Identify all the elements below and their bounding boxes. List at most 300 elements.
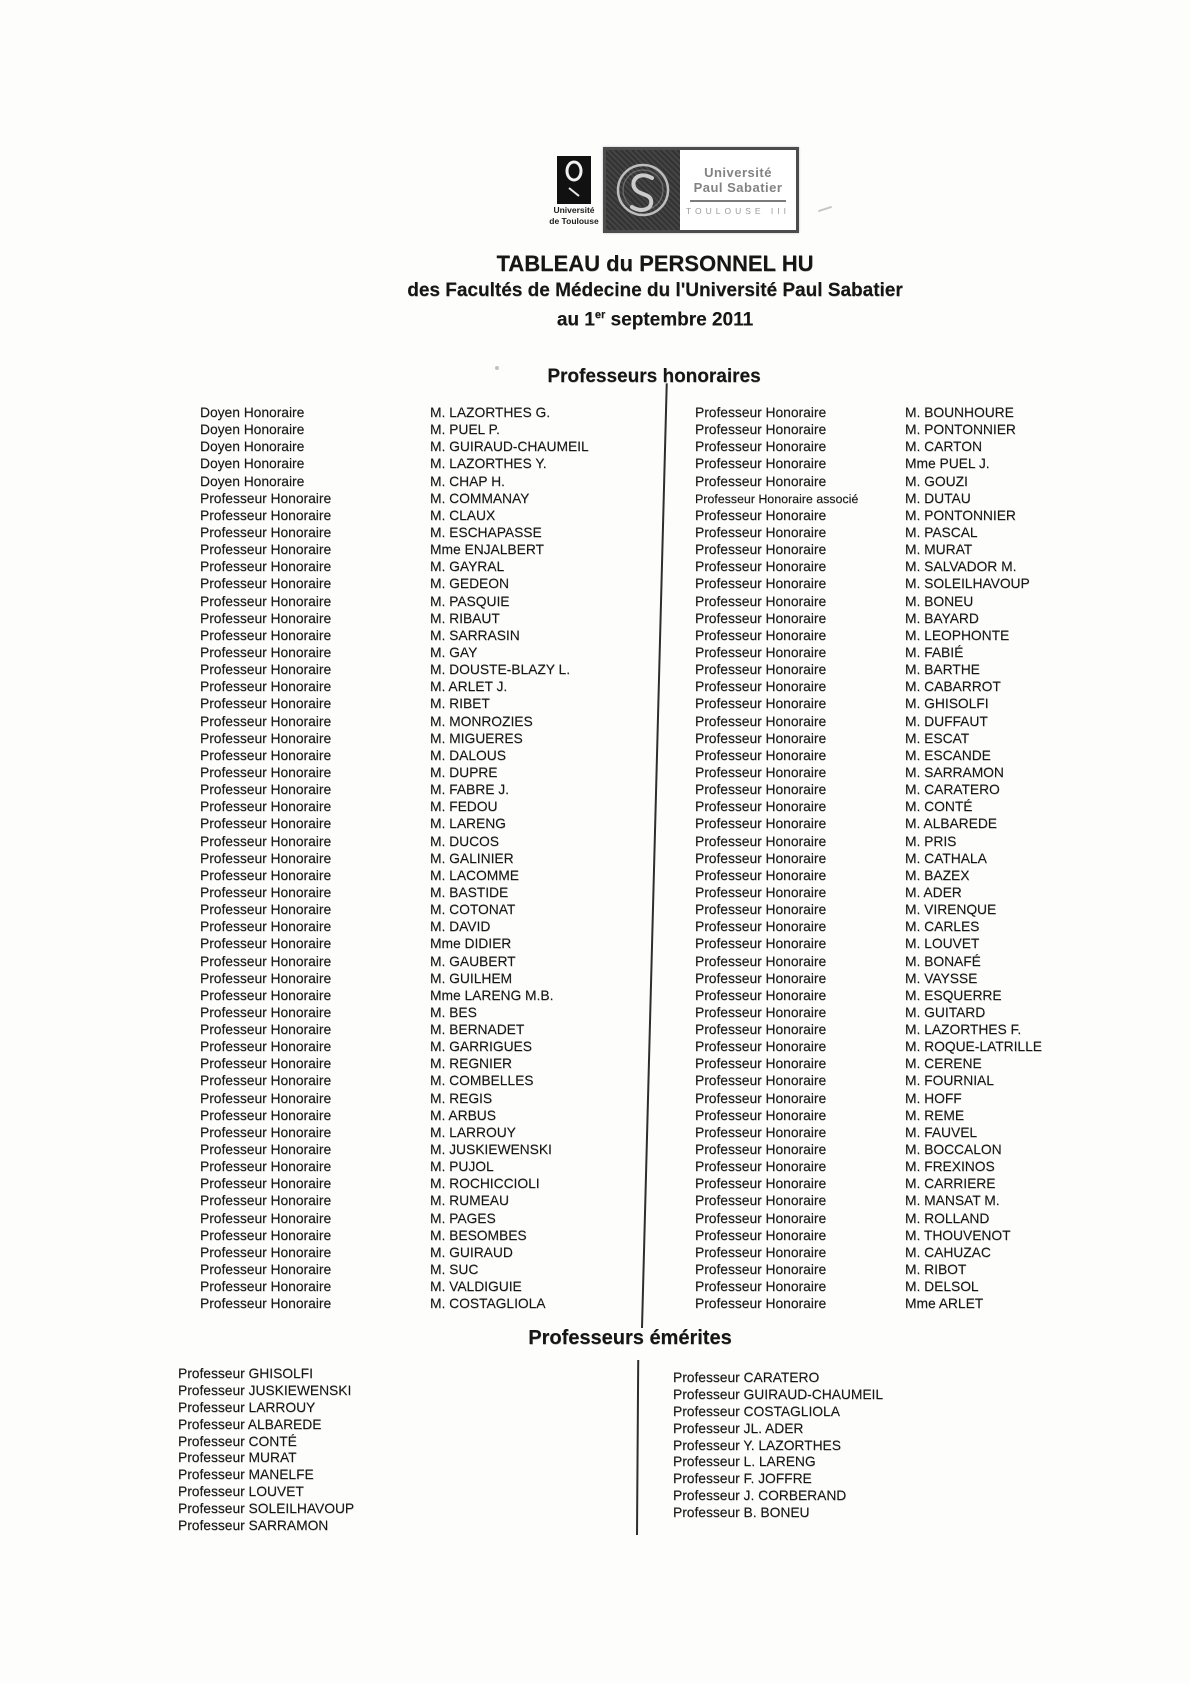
row-function-label: Professeur Honoraire (200, 1262, 332, 1278)
personnel-row (695, 661, 980, 678)
personnel-row (200, 575, 509, 592)
personnel-row (200, 644, 478, 661)
personnel-row (200, 850, 514, 867)
row-function-label: Professeur Honoraire (200, 1073, 332, 1089)
row-person-name: M. BESOMBES (430, 1227, 527, 1243)
scan-speck (495, 366, 499, 370)
row-function-label: Professeur Honoraire (200, 576, 332, 592)
personnel-row (200, 1261, 479, 1278)
row-function-label: Professeur Honoraire (695, 1107, 827, 1123)
row-function-label: Professeur Honoraire (695, 1039, 827, 1055)
universite-paul-sabatier-stamp (603, 147, 799, 233)
personnel-row (200, 1021, 525, 1038)
personnel-row (200, 1295, 546, 1312)
emerite-row: Professeur J. CORBERAND (673, 1488, 847, 1504)
row-function-label: Professeur Honoraire (200, 1227, 332, 1243)
row-function-label: Professeur Honoraire (695, 1142, 827, 1158)
row-person-name: M. COTONAT (430, 902, 516, 918)
row-function-label: Professeur Honoraire (695, 799, 827, 815)
personnel-row (695, 1244, 991, 1261)
row-person-name: M. BAYARD (905, 610, 979, 626)
personnel-row (200, 1278, 522, 1295)
row-person-name: M. ESCAT (905, 730, 970, 746)
row-person-name: Mme DIDIER (430, 936, 512, 952)
row-person-name: M. DOUSTE-BLAZY L. (430, 662, 571, 678)
emerite-row: Professeur CONTÉ (178, 1433, 297, 1449)
emerite-row: Professeur GHISOLFI (178, 1366, 313, 1381)
personnel-row (695, 1055, 982, 1072)
row-function-label: Professeur Honoraire (695, 507, 827, 523)
row-function-label: Professeur Honoraire (695, 627, 827, 643)
personnel-row (695, 833, 957, 850)
personnel-row (695, 455, 990, 472)
row-function-label: Professeur Honoraire (695, 1193, 827, 1209)
row-function-label: Professeur Honoraire (695, 1004, 827, 1020)
personnel-row (695, 953, 981, 970)
row-function-label: Doyen Honoraire (200, 439, 305, 455)
row-person-name: M. FAUVEL (905, 1124, 978, 1140)
row-person-name: M. BERNADET (430, 1022, 525, 1038)
row-person-name: M. SOLEILHAVOUP (905, 576, 1030, 592)
row-function-label: Professeur Honoraire (200, 627, 332, 643)
row-function-label: Professeur Honoraire (200, 507, 332, 523)
personnel-row (200, 1210, 496, 1227)
row-person-name: Mme ARLET (905, 1296, 984, 1312)
row-person-name: M. LOUVET (905, 936, 980, 952)
emerite-row: Professeur SARRAMON (178, 1518, 329, 1534)
row-function-label: Professeur Honoraire (200, 747, 332, 763)
personnel-row (695, 678, 1001, 695)
row-function-label: Professeur Honoraire (200, 884, 332, 900)
row-function-label: Professeur Honoraire (200, 850, 332, 866)
row-person-name: M. DAVID (430, 919, 491, 935)
row-person-name: M. BASTIDE (430, 884, 509, 900)
personnel-row (200, 507, 496, 524)
row-function-label: Professeur Honoraire (695, 987, 827, 1003)
honoraires-right-list (695, 404, 1042, 1312)
row-function-label: Professeur Honoraire (695, 1227, 827, 1243)
row-person-name: M. BOUNHOURE (905, 405, 1014, 420)
personnel-row (695, 490, 971, 507)
personnel-row (200, 558, 505, 575)
row-person-name: M. LAZORTHES G. (430, 405, 551, 420)
personnel-row (695, 507, 1016, 524)
row-person-name: M. BAZEX (905, 867, 970, 883)
emerite-row: Professeur GUIRAUD-CHAUMEIL (673, 1386, 884, 1402)
row-function-label: Professeur Honoraire (200, 970, 332, 986)
row-person-name: M. PUJOL (430, 1159, 494, 1175)
row-person-name: M. CARLES (905, 919, 980, 935)
row-function-label: Professeur Honoraire (695, 747, 827, 763)
personnel-row (695, 524, 978, 541)
row-person-name: M. SALVADOR M. (905, 559, 1017, 575)
ut-logo-label-line1: Université (553, 205, 595, 215)
row-person-name: M. ALBAREDE (905, 816, 998, 832)
section-heading-honoraires: Professeurs honoraires (547, 366, 761, 387)
row-function-label: Professeur Honoraire (200, 1090, 332, 1106)
personnel-row (200, 987, 554, 1004)
personnel-row (695, 1158, 995, 1175)
row-person-name: M. FOURNIAL (905, 1073, 994, 1089)
row-person-name: M. RIBET (430, 696, 490, 712)
row-function-label: Professeur Honoraire (200, 1159, 332, 1175)
row-person-name: M. DUTAU (905, 490, 971, 506)
personnel-row (695, 781, 1000, 798)
row-person-name: M. VALDIGUIE (430, 1279, 522, 1295)
personnel-row (695, 747, 991, 764)
ut-logo-icon (557, 156, 591, 204)
emerite-row: Professeur JL. ADER (673, 1420, 804, 1436)
document-title (390, 250, 920, 332)
row-person-name: M. RUMEAU (430, 1193, 509, 1209)
row-person-name: M. LACOMME (430, 867, 519, 883)
personnel-row (200, 490, 530, 507)
personnel-row (200, 1107, 496, 1124)
personnel-row (695, 1210, 990, 1227)
personnel-row (695, 901, 997, 918)
scan-artifact (818, 206, 832, 212)
personnel-row (695, 713, 988, 730)
personnel-row (695, 421, 1016, 438)
personnel-row (200, 473, 505, 490)
personnel-row (200, 935, 512, 952)
ups-stamp-text (680, 150, 796, 230)
row-function-label: Professeur Honoraire (200, 936, 332, 952)
row-function-label: Professeur Honoraire (200, 730, 332, 746)
section-heading-emerites: Professeurs émérites (528, 1327, 732, 1349)
row-person-name: M. GAUBERT (430, 953, 516, 969)
row-function-label: Professeur Honoraire (200, 1142, 332, 1158)
row-person-name: M. PASQUIE (430, 593, 510, 609)
personnel-row (200, 901, 516, 918)
title-line1: TABLEAU du PERSONNEL HU (496, 251, 814, 276)
row-person-name: M. REME (905, 1107, 965, 1123)
personnel-row (200, 918, 491, 935)
row-function-label: Professeur Honoraire (200, 1244, 332, 1260)
row-person-name: M. CARRIERE (905, 1176, 996, 1192)
emerite-row: Professeur Y. LAZORTHES (673, 1437, 841, 1453)
row-function-label: Professeur Honoraire (200, 953, 332, 969)
personnel-row (200, 541, 544, 558)
personnel-row (200, 867, 519, 884)
personnel-row (200, 764, 498, 781)
personnel-row (695, 695, 989, 712)
personnel-row (200, 970, 513, 987)
personnel-row (695, 1175, 996, 1192)
personnel-row (200, 455, 547, 472)
row-function-label: Professeur Honoraire (200, 764, 332, 780)
personnel-row (695, 798, 973, 815)
row-person-name: M. DELSOL (905, 1279, 979, 1295)
personnel-row (695, 558, 1017, 575)
row-person-name: M. ROQUE-LATRILLE (905, 1039, 1042, 1055)
row-person-name: M. GUITARD (905, 1004, 986, 1020)
personnel-row (695, 593, 974, 610)
row-function-label: Professeur Honoraire (200, 679, 332, 695)
row-function-label: Professeur Honoraire (200, 1279, 332, 1295)
row-person-name: M. COMMANAY (430, 490, 530, 506)
honoraires-column-divider (641, 383, 668, 1328)
row-person-name: M. SARRASIN (430, 627, 520, 643)
row-person-name: M. GARRIGUES (430, 1039, 532, 1055)
personnel-row (695, 1295, 984, 1312)
row-function-label: Professeur Honoraire (695, 593, 827, 609)
row-function-label: Professeur Honoraire (200, 1210, 332, 1226)
row-function-label: Professeur Honoraire (200, 1124, 332, 1140)
personnel-row (200, 593, 510, 610)
row-function-label: Professeur Honoraire (695, 919, 827, 935)
emerite-row: Professeur JUSKIEWENSKI (178, 1382, 352, 1398)
title-superscript: er (594, 309, 606, 321)
row-person-name: M. REGIS (430, 1090, 493, 1106)
personnel-row (200, 798, 498, 815)
emerite-row: Professeur CARATERO (673, 1370, 820, 1385)
ut-logo-label-line2: de Toulouse (549, 216, 599, 226)
honoraires-left-list (200, 404, 589, 1312)
row-function-label: Professeur Honoraire (695, 559, 827, 575)
row-function-label: Professeur Honoraire (695, 542, 827, 558)
row-function-label: Professeur Honoraire (200, 902, 332, 918)
row-person-name: M. CARATERO (905, 782, 1000, 798)
row-function-label: Professeur Honoraire (200, 1193, 332, 1209)
ups-spiral-icon (614, 161, 672, 219)
personnel-row (695, 1124, 978, 1141)
row-function-label: Professeur Honoraire (695, 1296, 827, 1312)
personnel-row (695, 438, 982, 455)
row-person-name: M. PASCAL (905, 524, 978, 540)
row-function-label: Professeur Honoraire (695, 1124, 827, 1140)
row-function-label: Professeur Honoraire (695, 1262, 827, 1278)
emerite-row: Professeur L. LARENG (673, 1454, 816, 1470)
row-function-label: Professeur Honoraire (200, 987, 332, 1003)
personnel-row (200, 438, 589, 455)
row-person-name: M. COMBELLES (430, 1073, 534, 1089)
row-person-name: M. GALINIER (430, 850, 514, 866)
row-person-name: M. PAGES (430, 1210, 496, 1226)
row-person-name: M. HOFF (905, 1090, 962, 1106)
personnel-row (695, 1107, 965, 1124)
row-person-name: M. SARRAMON (905, 764, 1004, 780)
row-function-label: Professeur Honoraire (695, 953, 827, 969)
row-person-name: M. MURAT (905, 542, 973, 558)
row-function-label: Professeur Honoraire (695, 439, 827, 455)
row-person-name: M. CHAP H. (430, 473, 505, 489)
personnel-row (695, 1141, 1002, 1158)
row-person-name: Mme PUEL J. (905, 456, 990, 472)
row-person-name: M. DALOUS (430, 747, 506, 763)
row-function-label: Professeur Honoraire (200, 1296, 332, 1312)
row-person-name: M. BES (430, 1004, 477, 1020)
row-function-label: Professeur Honoraire (695, 782, 827, 798)
row-person-name: M. VIRENQUE (905, 902, 997, 918)
row-function-label: Professeur Honoraire (695, 1244, 827, 1260)
row-function-label: Professeur Honoraire (695, 644, 827, 660)
row-function-label: Professeur Honoraire (695, 576, 827, 592)
row-function-label: Professeur Honoraire (200, 1056, 332, 1072)
row-person-name: M. PRIS (905, 833, 957, 849)
row-function-label: Professeur Honoraire (200, 816, 332, 832)
row-function-label: Professeur Honoraire (695, 867, 827, 883)
row-function-label: Professeur Honoraire (695, 422, 827, 438)
row-function-label: Professeur Honoraire (695, 764, 827, 780)
row-person-name: M. GUIRAUD-CHAUMEIL (430, 439, 589, 455)
row-function-label: Doyen Honoraire (200, 422, 305, 438)
row-function-label: Doyen Honoraire (200, 405, 305, 420)
row-function-label: Professeur Honoraire (695, 1159, 827, 1175)
personnel-row (695, 575, 1030, 592)
row-person-name: M. LAZORTHES F. (905, 1022, 1022, 1038)
personnel-row (200, 1227, 527, 1244)
personnel-row (200, 1158, 494, 1175)
stamp-divider (690, 200, 786, 202)
row-person-name: M. GEDEON (430, 576, 509, 592)
row-function-label: Professeur Honoraire (695, 816, 827, 832)
row-function-label: Professeur Honoraire (200, 610, 332, 626)
personnel-row (200, 524, 542, 541)
personnel-row (200, 1055, 513, 1072)
personnel-row (200, 713, 533, 730)
personnel-row (200, 1072, 534, 1089)
emerite-row: Professeur LARROUY (178, 1399, 316, 1415)
row-function-label: Professeur Honoraire (200, 696, 332, 712)
row-person-name: M. MANSAT M. (905, 1193, 1000, 1209)
emerites-column-divider (636, 1360, 639, 1535)
personnel-row (200, 815, 506, 832)
row-function-label: Professeur Honoraire (695, 850, 827, 866)
row-function-label: Professeur Honoraire (200, 490, 332, 506)
row-function-label: Professeur Honoraire (200, 1004, 332, 1020)
row-function-label: Professeur Honoraire (200, 644, 332, 660)
row-function-label: Professeur Honoraire (695, 456, 827, 472)
row-person-name: M. FEDOU (430, 799, 498, 815)
emerite-row: Professeur MANELFE (178, 1467, 314, 1483)
row-person-name: M. BONAFÉ (905, 953, 981, 969)
row-function-label: Professeur Honoraire (695, 833, 827, 849)
row-function-label: Professeur Honoraire (695, 1056, 827, 1072)
row-person-name: M. DUFFAUT (905, 713, 988, 729)
row-function-label: Professeur Honoraire (695, 473, 827, 489)
row-person-name: M. PUEL P. (430, 422, 500, 438)
row-person-name: M. BOCCALON (905, 1142, 1002, 1158)
row-person-name: M. BONEU (905, 593, 974, 609)
row-person-name: M. MONROZIES (430, 713, 533, 729)
title-line2: des Facultés de Médecine du l'Université Paul Sabatier (407, 280, 903, 301)
personnel-row (695, 404, 1014, 421)
row-person-name: M. CERENE (905, 1056, 982, 1072)
row-function-label: Professeur Honoraire (695, 679, 827, 695)
personnel-row (200, 953, 516, 970)
row-function-label: Professeur Honoraire (695, 1176, 827, 1192)
row-function-label: Professeur Honoraire (695, 662, 827, 678)
row-person-name: M. PONTONNIER (905, 422, 1016, 438)
emerite-row: Professeur F. JOFFRE (673, 1471, 812, 1487)
personnel-row (695, 867, 970, 884)
row-person-name: M. GUILHEM (430, 970, 513, 986)
personnel-row (695, 918, 980, 935)
row-person-name: M. LARENG (430, 816, 506, 832)
personnel-row (695, 644, 964, 661)
row-function-label: Professeur Honoraire (695, 1279, 827, 1295)
row-person-name: M. FREXINOS (905, 1159, 995, 1175)
row-person-name: M. GHISOLFI (905, 696, 989, 712)
row-function-label: Professeur Honoraire (695, 524, 827, 540)
row-person-name: M. CAHUZAC (905, 1244, 991, 1260)
personnel-row (200, 1141, 552, 1158)
personnel-row (695, 1192, 1000, 1209)
row-function-label: Professeur Honoraire (695, 902, 827, 918)
row-person-name: M. CLAUX (430, 507, 496, 523)
personnel-row (695, 764, 1004, 781)
emerite-row: Professeur MURAT (178, 1450, 297, 1466)
row-person-name: M. GAY (430, 644, 478, 660)
row-person-name: M. FABRE J. (430, 782, 509, 798)
emerite-row: Professeur SOLEILHAVOUP (178, 1501, 355, 1517)
personnel-row (695, 627, 1010, 644)
personnel-row (200, 1090, 493, 1107)
row-person-name: M. LEOPHONTE (905, 627, 1010, 643)
row-person-name: M. FABIÉ (905, 644, 964, 660)
row-person-name: M. COSTAGLIOLA (430, 1296, 546, 1312)
row-function-label: Professeur Honoraire (200, 524, 332, 540)
personnel-row (200, 421, 500, 438)
row-function-label: Professeur Honoraire (695, 1022, 827, 1038)
personnel-row (200, 1124, 516, 1141)
row-function-label: Professeur Honoraire associé (695, 491, 859, 506)
emerite-row: Professeur LOUVET (178, 1484, 304, 1500)
row-person-name: M. CABARROT (905, 679, 1001, 695)
row-function-label: Professeur Honoraire (200, 1107, 332, 1123)
row-person-name: M. SUC (430, 1262, 479, 1278)
row-function-label: Professeur Honoraire (200, 782, 332, 798)
row-person-name: M. CONTÉ (905, 799, 973, 815)
personnel-row (695, 1278, 979, 1295)
ups-stamp-line1: Université (704, 164, 772, 180)
row-person-name: M. BARTHE (905, 662, 980, 678)
personnel-row (695, 850, 987, 867)
row-function-label: Professeur Honoraire (695, 936, 827, 952)
row-function-label: Professeur Honoraire (200, 1039, 332, 1055)
row-person-name: Mme ENJALBERT (430, 542, 544, 558)
personnel-row (695, 1038, 1042, 1055)
personnel-row (695, 970, 978, 987)
row-function-label: Professeur Honoraire (200, 919, 332, 935)
personnel-row (695, 1261, 967, 1278)
personnel-row (200, 747, 506, 764)
row-person-name: M. ARBUS (430, 1107, 496, 1123)
personnel-row (200, 884, 509, 901)
row-person-name: M. DUPRE (430, 764, 498, 780)
row-person-name: M. LARROUY (430, 1124, 516, 1140)
personnel-row (200, 781, 509, 798)
personnel-row (200, 1038, 532, 1055)
row-function-label: Professeur Honoraire (695, 405, 827, 420)
row-person-name: M. RIBOT (905, 1262, 967, 1278)
row-function-label: Professeur Honoraire (695, 884, 827, 900)
row-person-name: M. THOUVENOT (905, 1227, 1011, 1243)
row-function-label: Professeur Honoraire (695, 696, 827, 712)
row-person-name: M. ESQUERRE (905, 987, 1002, 1003)
row-person-name: M. ROLLAND (905, 1210, 990, 1226)
row-person-name: M. ADER (905, 884, 962, 900)
row-function-label: Professeur Honoraire (200, 559, 332, 575)
personnel-row (695, 935, 980, 952)
ups-stamp-city: TOULOUSE III (685, 205, 791, 216)
personnel-row (200, 730, 523, 747)
row-person-name: M. ROCHICCIOLI (430, 1176, 540, 1192)
personnel-row (200, 1175, 540, 1192)
row-person-name: M. VAYSSE (905, 970, 978, 986)
ups-stamp-emblem (606, 150, 680, 230)
